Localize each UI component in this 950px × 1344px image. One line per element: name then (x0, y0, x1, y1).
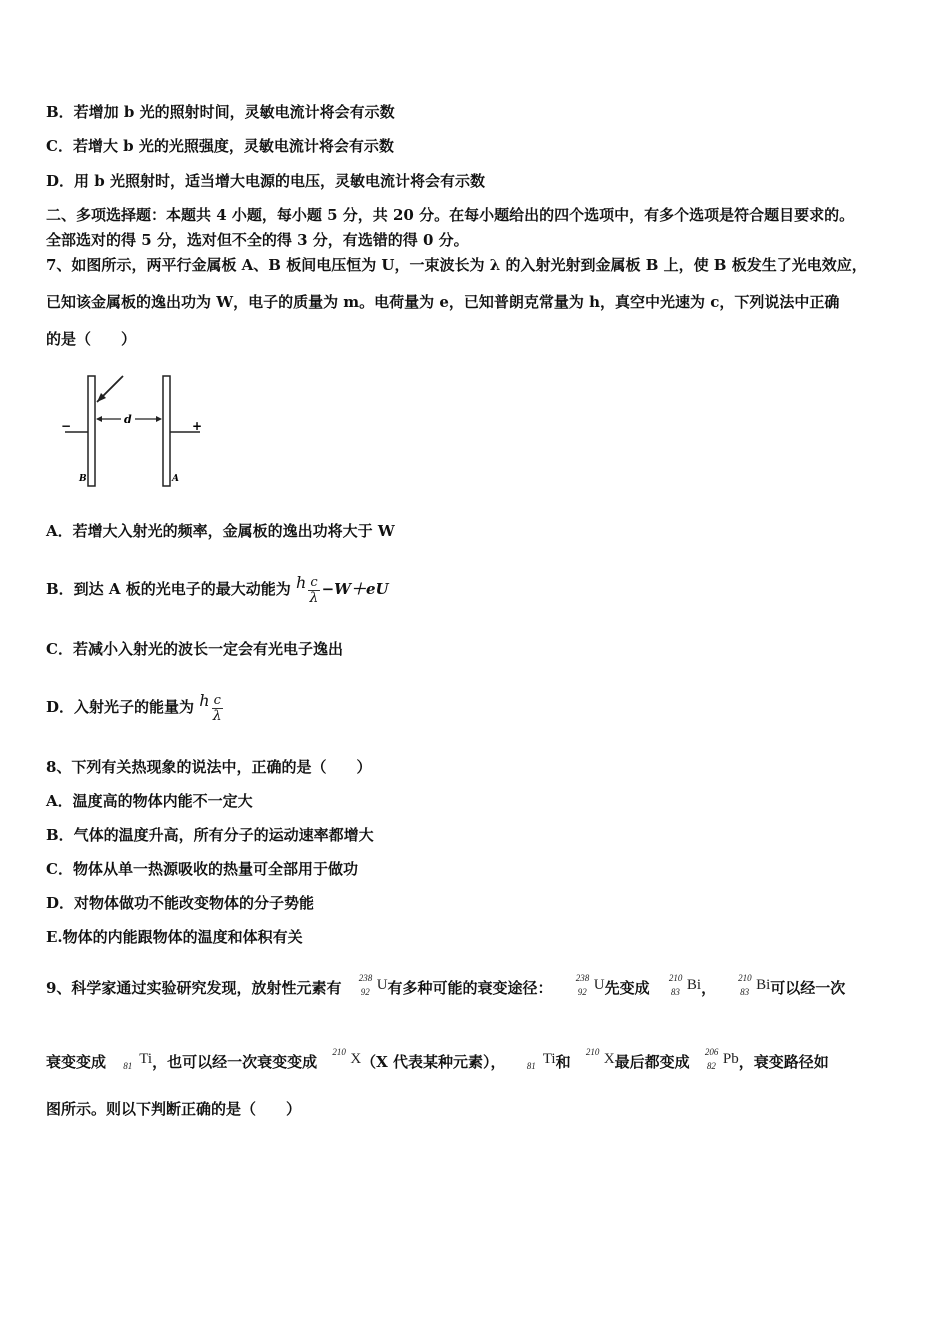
label-b: B (79, 474, 87, 484)
q9-text: 和 (555, 1053, 571, 1071)
nuclide-ti: 81 Ti (123, 1051, 153, 1071)
q7-stem-line3: 的是（ ） (46, 330, 137, 348)
q9-text: 可以经一次 (770, 979, 846, 997)
q9-text: 9、科学家通过实验研究发现，放射性元素有 (46, 979, 342, 997)
q7-option-b-h: h (296, 573, 307, 592)
q7-option-d (46, 684, 225, 724)
q9-text: 最后都变成 (614, 1053, 690, 1071)
q9-text: 有多种可能的衰变途径： (387, 979, 553, 997)
q7-option-b-fraction (308, 575, 319, 606)
q7-option-b-text: B．到达 A 板的光电子的最大动能为 (46, 580, 291, 598)
nuclide-x210: 210 X (332, 1047, 362, 1067)
q8-stem: 8、下列有关热现象的说法中，正确的是（ ） (46, 758, 372, 776)
nuclide-u238-b: 238 92 U (575, 973, 605, 997)
q8-option-b: B．气体的温度升高，所有分子的运动速率都增大 (46, 826, 374, 844)
q6-option-b: B．若增加 b 光的照射时间，灵敏电流计将会有示数 (46, 103, 395, 121)
q7-option-a: A．若增大入射光的频率，金属板的逸出功将大于 W (46, 522, 395, 540)
q7-option-c: C．若减小入射光的波长一定会有光电子逸出 (46, 640, 343, 658)
frac-denominator: λ (212, 707, 222, 724)
nuclide-bi210-b: 210 83 Bi (738, 973, 771, 997)
label-a: A (172, 474, 179, 484)
q8-option-d: D．对物体做功不能改变物体的分子势能 (46, 894, 315, 912)
label-plus: + (192, 419, 203, 433)
q8-option-e: E.物体的内能跟物体的温度和体积有关 (46, 928, 303, 946)
plate-b (88, 376, 95, 486)
q6-option-c: C．若增大 b 光的光照强度，灵敏电流计将会有示数 (46, 137, 394, 155)
q7-option-b (46, 566, 389, 606)
q6-option-d: D．用 b 光照射时，适当增大电源的电压，灵敏电流计将会有示数 (46, 172, 485, 190)
q9-text: ， (701, 979, 717, 997)
q9-stem-line3: 图所示。则以下判断正确的是（ ） (46, 1100, 302, 1118)
label-minus: − (61, 419, 72, 433)
q7-figure-plates (55, 368, 215, 493)
nuclide-u238: 238 92 U (358, 973, 388, 997)
q9-text: ，衰变路径如 (738, 1053, 829, 1071)
q9-text: 先变成 (604, 979, 650, 997)
q7-option-d-fraction (212, 693, 223, 724)
frac-numerator: c (310, 574, 318, 590)
q9-text: 衰变变成 (46, 1053, 107, 1071)
q7-stem-line2: 已知该金属板的逸出功为 W，电子的质量为 m。电荷量为 e，已知普朗克常量为 h，真空中光速为 c，下列说法中正确 (46, 293, 840, 311)
q7-option-d-h: h (199, 691, 210, 710)
frac-numerator: c (213, 692, 221, 708)
nuclide-pb206: 206 82 Pb (704, 1047, 739, 1071)
q9-text: ，也可以经一次衰变变成 (152, 1053, 318, 1071)
q7-option-d-text: D．入射光子的能量为 (46, 698, 195, 716)
section2-heading-line1: 二、多项选择题：本题共 4 小题，每小题 5 分，共 20 分。在每小题给出的四个选项中，有多个选项是符合题目要求的。 (46, 206, 855, 224)
section2-heading-line2: 全部选对的得 5 分，选对但不全的得 3 分，有选错的得 0 分。 (46, 231, 469, 249)
q9-stem-line2 (46, 1046, 829, 1075)
label-d: d (124, 413, 132, 426)
q7-stem-line1: 7、如图所示，两平行金属板 A、B 板间电压恒为 U，一束波长为 λ 的入射光射到金属板 B 上，使 B 板发生了光电效应， (46, 256, 867, 274)
q8-option-c: C．物体从单一热源吸收的热量可全部用于做功 (46, 860, 358, 878)
nuclide-bi210: 210 83 Bi (668, 973, 702, 997)
q8-option-a: A．温度高的物体内能不一定大 (46, 792, 253, 810)
distance-arrowhead-right (156, 416, 162, 422)
frac-denominator: λ (309, 589, 319, 606)
nuclide-ti-b: 81 Ti (526, 1051, 556, 1071)
plate-a (163, 376, 170, 486)
q9-stem-line1 (46, 972, 845, 1001)
nuclide-x210-b: 210 X (585, 1047, 615, 1067)
distance-arrowhead-left (96, 416, 102, 422)
q7-option-b-suffix: −W＋eU (321, 580, 389, 598)
q9-text: （X 代表某种元素）， (361, 1053, 506, 1071)
